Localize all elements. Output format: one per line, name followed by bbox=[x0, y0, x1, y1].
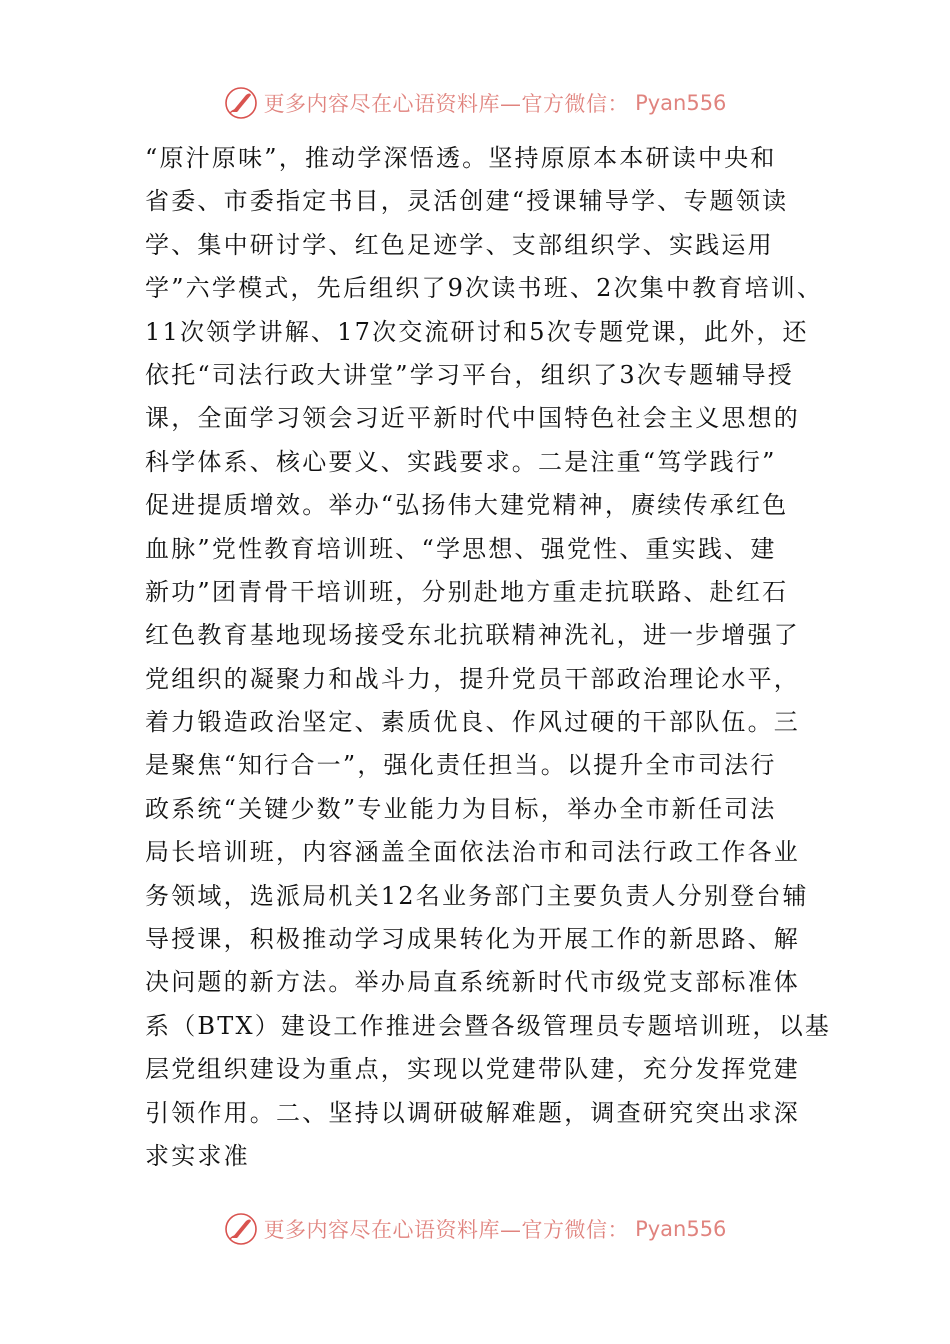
document-body bbox=[145, 137, 832, 1178]
body-line: 省委、市委指定书目，灵活创建“授课辅导学、专题领读 bbox=[145, 187, 789, 216]
body-line: 求实求准 bbox=[145, 1141, 250, 1170]
body-line: “原汁原味”，推动学深悟透。坚持原原本本研读中央和 bbox=[145, 144, 777, 172]
body-line: 党组织的凝聚力和战斗力，提升党员干部政治理论水平， bbox=[145, 664, 800, 693]
quill-pen-logo-icon bbox=[224, 86, 258, 120]
body-line: 引领作用。二、坚持以调研破解难题，调查研究突出求深 bbox=[145, 1098, 800, 1127]
body-line: 学”六学模式，先后组织了9次读书班、2次集中教育培训、 bbox=[145, 274, 824, 303]
body-line: 课，全面学习领会习近平新时代中国特色社会主义思想的 bbox=[145, 404, 800, 433]
body-line: 11次领学讲解、17次交流研讨和5次专题党课，此外，还 bbox=[145, 317, 809, 346]
watermark-account: Pyan556 bbox=[635, 91, 727, 115]
watermark-text: 更多内容尽在心语资料库—官方微信： bbox=[263, 1218, 630, 1242]
quill-pen-logo-icon bbox=[224, 1212, 258, 1246]
body-line: 务领域，选派局机关12名业务部门主要负责人分别登台辅 bbox=[145, 881, 809, 910]
footer-watermark bbox=[0, 1206, 950, 1252]
body-line: 决问题的新方法。举办局直系统新时代市级党支部标准体 bbox=[145, 968, 800, 997]
body-line: 科学体系、核心要义、实践要求。二是注重“笃学践行” bbox=[145, 447, 777, 476]
body-line: 红色教育基地现场接受东北抗联精神洗礼，进一步增强了 bbox=[145, 621, 800, 650]
watermark-text: 更多内容尽在心语资料库—官方微信： bbox=[263, 92, 630, 116]
watermark-account: Pyan556 bbox=[635, 1217, 727, 1241]
body-line: 系（BTX）建设工作推进会暨各级管理员专题培训班，以基 bbox=[145, 1011, 832, 1040]
body-line: 局长培训班，内容涵盖全面依法治市和司法行政工作各业 bbox=[145, 838, 800, 867]
body-line: 依托“司法行政大讲堂”学习平台，组织了3次专题辅导授 bbox=[145, 360, 795, 389]
body-line: 新功”团青骨干培训班，分别赴地方重走抗联路、赴红石 bbox=[145, 577, 789, 606]
body-line: 政系统“关键少数”专业能力为目标，举办全市新任司法 bbox=[145, 794, 777, 823]
body-line: 着力锻造政治坚定、素质优良、作风过硬的干部队伍。三 bbox=[145, 708, 800, 737]
body-line: 学、集中研讨学、红色足迹学、支部组织学、实践运用 bbox=[145, 230, 774, 259]
body-line: 是聚焦“知行合一”，强化责任担当。以提升全市司法行 bbox=[145, 751, 777, 780]
header-watermark bbox=[0, 80, 950, 126]
body-line: 层党组织建设为重点，实现以党建带队建，充分发挥党建 bbox=[145, 1055, 800, 1084]
body-line: 导授课，积极推动学习成果转化为开展工作的新思路、解 bbox=[145, 925, 800, 954]
body-line: 促进提质增效。举办“弘扬伟大建党精神，赓续传承红色 bbox=[145, 491, 789, 520]
body-line: 血脉”党性教育培训班、“学思想、强党性、重实践、建 bbox=[145, 534, 777, 563]
